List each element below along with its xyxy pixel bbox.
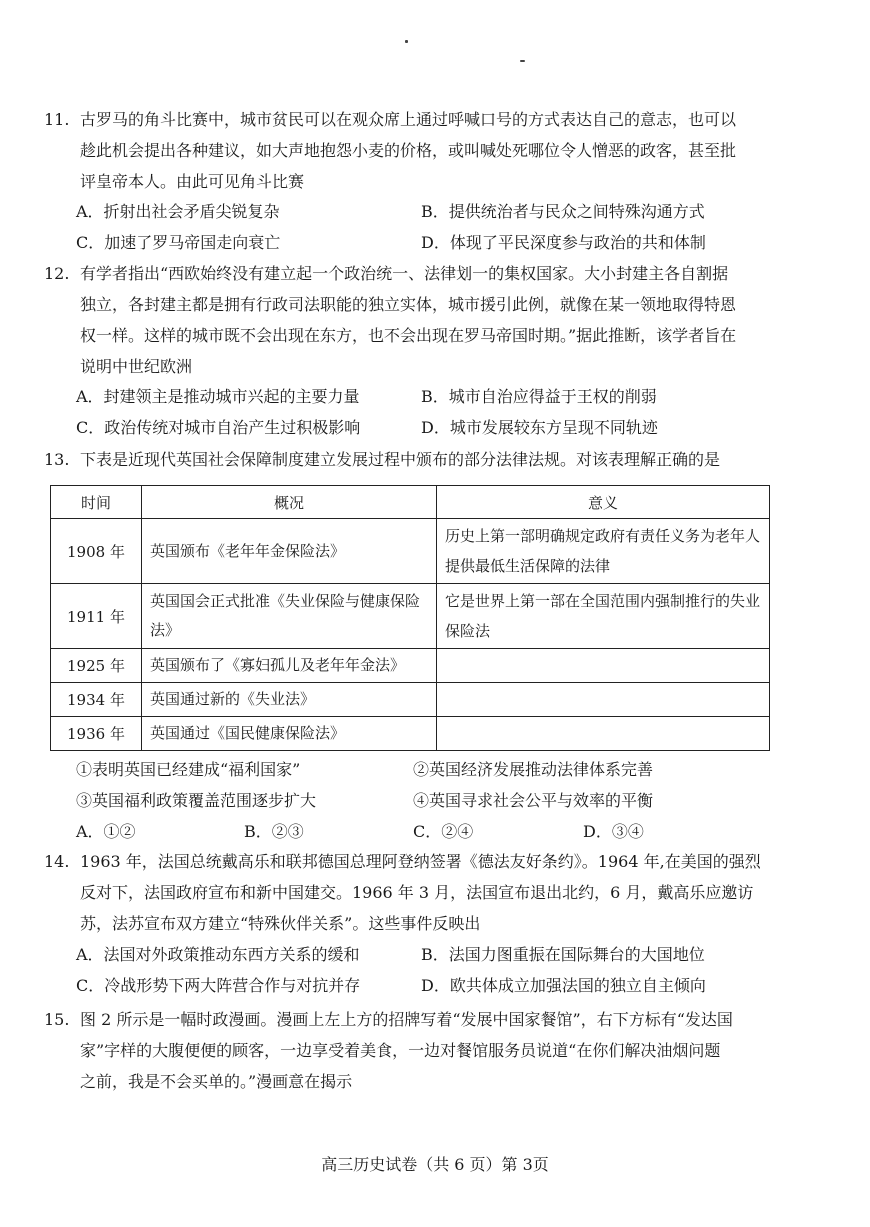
option-b[interactable]: B．②③ <box>244 822 304 841</box>
option-b[interactable]: B．法国力图重振在国际舞台的大国地位 <box>421 945 705 964</box>
option-a[interactable]: A．封建领主是推动城市兴起的主要力量 <box>76 387 360 406</box>
table-header-row <box>51 486 770 519</box>
stem-line: 家”字样的大腹便便的顾客，一边享受着美食，一边对餐馆服务员说道“在你们解决油烟问题 <box>80 1041 721 1060</box>
statement-1: ①表明英国已经建成“福利国家” <box>76 760 301 779</box>
scan-speck <box>405 40 408 43</box>
question-number: 12. <box>44 264 70 283</box>
table-cell-summary: 英国颁布《老年年金保险法》 <box>142 519 437 584</box>
option-a[interactable]: A．法国对外政策推动东西方关系的缓和 <box>76 945 360 964</box>
stem-line: 权一样。这样的城市既不会出现在东方，也不会出现在罗马帝国时期。”据此推断，该学者旨在 <box>80 326 737 345</box>
question-number: 13. <box>44 450 70 469</box>
table-cell-year: 1925 年 <box>51 649 142 683</box>
table-cell-significance <box>437 649 770 683</box>
stem-line: 有学者指出“西欧始终没有建立起一个政治统一、法律划一的集权国家。大小封建主各自割据 <box>80 264 729 283</box>
statement-4: ④英国寻求社会公平与效率的平衡 <box>413 791 654 810</box>
question-11-options <box>76 196 796 258</box>
option-c[interactable]: C．政治传统对城市自治产生过积极影响 <box>76 418 361 437</box>
statement-3: ③英国福利政策覆盖范围逐步扩大 <box>76 791 317 810</box>
table-cell-significance: 历史上第一部明确规定政府有责任义务为老年人提供最低生活保障的法律 <box>437 519 770 584</box>
stem-line: 反对下，法国政府宣布和新中国建交。1966 年 3 月，法国宣布退出北约，6 月，戴高乐应邀访 <box>80 883 754 902</box>
question-number: 14. <box>44 852 70 871</box>
question-number: 11. <box>44 110 70 129</box>
option-d[interactable]: D．欧共体成立加强法国的独立自主倾向 <box>421 976 706 995</box>
option-b[interactable]: B．城市自治应得益于王权的削弱 <box>421 387 657 406</box>
table-cell-year: 1908 年 <box>51 519 142 584</box>
stem-line: 苏，法苏宣布双方建立“特殊伙伴关系”。这些事件反映出 <box>80 914 481 933</box>
table-row <box>51 717 770 751</box>
question-15-stem <box>44 1004 794 1097</box>
stem-line: 之前，我是不会买单的。”漫画意在揭示 <box>80 1072 353 1091</box>
option-d[interactable]: D．③④ <box>583 822 644 841</box>
table-cell-summary: 英国通过《国民健康保险法》 <box>142 717 437 751</box>
statement-2: ②英国经济发展推动法律体系完善 <box>413 760 654 779</box>
stem-line: 下表是近现代英国社会保障制度建立发展过程中颁布的部分法律法规。对该表理解正确的是 <box>80 450 721 469</box>
stem-line: 独立，各封建主都是拥有行政司法职能的独立实体，城市援引此例，就像在某一领地取得特恩 <box>80 295 737 314</box>
option-a[interactable]: A．①② <box>76 822 136 841</box>
table-cell-summary: 英国颁布了《寡妇孤儿及老年年金法》 <box>142 649 437 683</box>
stem-line: 评皇帝本人。由此可见角斗比赛 <box>80 172 305 191</box>
table-row <box>51 584 770 649</box>
table-cell-summary: 英国国会正式批准《失业保险与健康保险法》 <box>142 584 437 649</box>
law-table <box>50 485 770 751</box>
stem-line: 图 2 所示是一幅时政漫画。漫画上左上方的招牌写着“发展中国家餐馆”，右下方标有“发达国 <box>80 1010 733 1029</box>
table-cell-summary: 英国通过新的《失业法》 <box>142 683 437 717</box>
stem-line: 说明中世纪欧洲 <box>80 357 193 376</box>
option-c[interactable]: C．②④ <box>413 822 474 841</box>
table-cell-significance <box>437 717 770 751</box>
table-cell-year: 1911 年 <box>51 584 142 649</box>
question-number: 15. <box>44 1010 70 1029</box>
table-cell-significance: 它是世界上第一部在全国范围内强制推行的失业保险法 <box>437 584 770 649</box>
option-c[interactable]: C．加速了罗马帝国走向衰亡 <box>76 233 281 252</box>
option-b[interactable]: B．提供统治者与民众之间特殊沟通方式 <box>421 202 705 221</box>
table-header-significance: 意义 <box>437 486 770 519</box>
question-14-stem <box>44 846 794 939</box>
table-header-time: 时间 <box>51 486 142 519</box>
table-header-summary: 概况 <box>142 486 437 519</box>
question-14-options <box>76 939 796 1001</box>
stem-line: 1963 年，法国总统戴高乐和联邦德国总理阿登纳签署《德法友好条约》。1964 年,在美国的强烈 <box>80 852 761 871</box>
question-11-stem <box>44 104 794 197</box>
option-a[interactable]: A．折射出社会矛盾尖锐复杂 <box>76 202 280 221</box>
option-d[interactable]: D．城市发展较东方呈现不同轨迹 <box>421 418 658 437</box>
question-13-stem <box>44 444 794 475</box>
table-cell-year: 1934 年 <box>51 683 142 717</box>
page-footer: 高三历史试卷（共 6 页）第 3页 <box>321 1155 549 1174</box>
table-row <box>51 649 770 683</box>
stem-line: 古罗马的角斗比赛中，城市贫民可以在观众席上通过呼喊口号的方式表达自己的意志，也可以 <box>80 110 737 129</box>
table-cell-significance <box>437 683 770 717</box>
table-row <box>51 519 770 584</box>
table-cell-year: 1936 年 <box>51 717 142 751</box>
question-12-options <box>76 381 796 443</box>
question-12-stem <box>44 258 794 382</box>
option-c[interactable]: C．冷战形势下两大阵营合作与对抗并存 <box>76 976 361 995</box>
question-13-statements <box>76 754 796 847</box>
stem-line: 趁此机会提出各种建议，如大声地抱怨小麦的价格，或叫喊处死哪位令人憎恶的政客，甚至批 <box>80 141 737 160</box>
option-d[interactable]: D．体现了平民深度参与政治的共和体制 <box>421 233 706 252</box>
table-row <box>51 683 770 717</box>
scan-speck <box>520 60 525 62</box>
